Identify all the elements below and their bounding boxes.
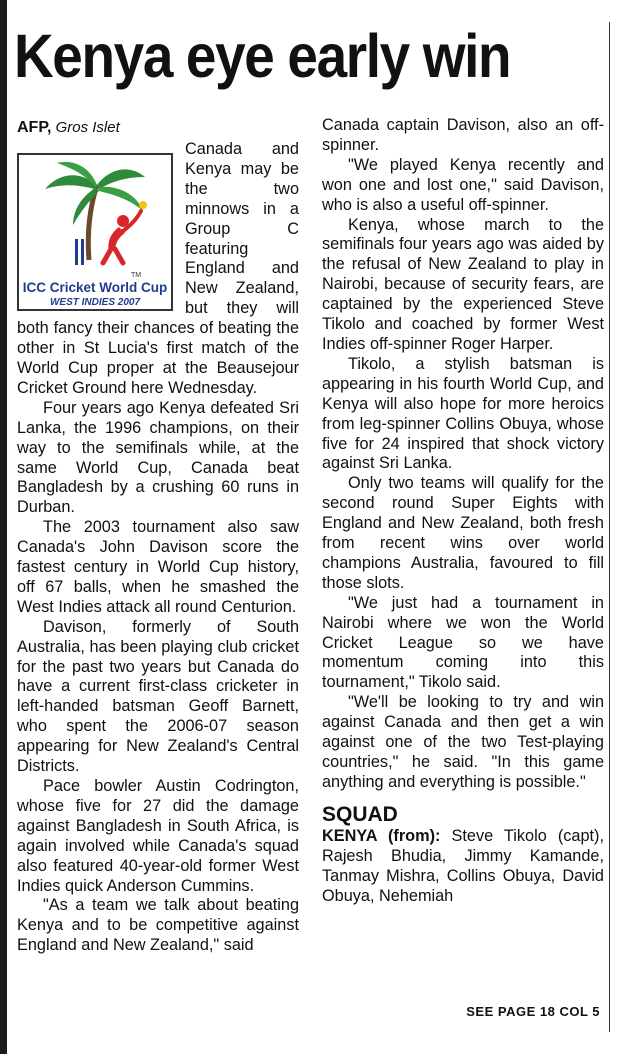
- paragraph: "We played Kenya recently and won one and lost one," said Davison, who is also a useful off-spinner.: [322, 155, 604, 214]
- paragraph: Tikolo, a stylish batsman is appearing in his fourth World Cup, and Kenya will also hope for more heroics from leg-spinner Collins Obuya, whose five for 24 inspired that shock victory against Sri Lanka.: [322, 354, 604, 473]
- palm-leaf-shape: [73, 187, 99, 225]
- logo-tm: TM: [131, 272, 142, 279]
- continuation-link[interactable]: SEE PAGE 18 COL 5: [466, 1004, 600, 1019]
- paragraph: "We'll be looking to try and win against Canada and then get a win against one of the two Test-playing countries," he said. "In this game anything and everything is possible.": [322, 693, 604, 791]
- paragraph: Only two teams will qualify for the second round Super Eights with England and New Zealand, both fresh from recent wins over world champions Australia, favoured to fill those slots.: [322, 474, 604, 592]
- paragraph: Davison, formerly of South Australia, has been playing club cricket for the past two years but Canada do have a current first-class cricketer in left-handed batsman Geoff Barnett, who spent the 2006-07 season appearing for New Zealand's Central Districts.: [17, 617, 299, 776]
- paragraph: The 2003 tournament also saw Canada's John Davison score the fastest century in World Cup history, off 67 balls, when he smashed the West Indies attack all round Centurion.: [17, 518, 299, 616]
- player-legs-shape: [103, 249, 123, 263]
- byline-place: Gros Islet: [55, 119, 120, 136]
- palm-leaf-shape: [97, 169, 145, 189]
- paragraph: Canada and Kenya may be the two minnows in a Group C featuring England and New Zealand, but they will both fancy their chances of beating the other in St Lucia's first match of the World Cup proper at the Beausejour Cricket Ground here Wednesday.: [17, 140, 299, 397]
- byline: [17, 116, 299, 140]
- squad-label: KENYA (from):: [322, 826, 441, 845]
- headline: Kenya eye early win: [14, 22, 511, 90]
- stump-shape: [81, 239, 84, 265]
- paragraph: "We just had a tournament in Nairobi where we won the World Cricket League so we have momentum coming into this tournament," Tikolo said.: [322, 593, 604, 692]
- paragraph: Pace bowler Austin Codrington, whose five for 27 did the damage against Bangladesh in South Africa, is again involved while Canada's squad also featured 40-year-old former West Indies quick Anderson Cummins.: [17, 777, 299, 895]
- ball-shape: [139, 201, 147, 209]
- paragraph: Canada captain Davison, also an off-spinner.: [322, 116, 604, 154]
- article-column-2: [322, 116, 604, 906]
- paragraph: Kenya, whose march to the semifinals four years ago was aided by the refusal of New Zealand to play in Nairobi, because of security fears, are captained by the experienced Steve Tikolo and coached by former West Indies off-spinner Roger Harper.: [322, 215, 604, 353]
- logo-subtitle: WEST INDIES 2007: [49, 297, 141, 308]
- byline-agency: AFP,: [17, 119, 52, 136]
- world-cup-logo-graphic: [19, 155, 171, 309]
- squad-players: Steve Tikolo (capt), Rajesh Bhudia, Jimmy Kamande, Tanmay Mishra, Collins Obuya, David Obuya, Nehemiah: [322, 826, 604, 905]
- world-cup-logo: [17, 153, 173, 311]
- squad-heading: SQUAD: [322, 802, 398, 826]
- logo-title: ICC Cricket World Cup: [22, 280, 168, 295]
- left-column-rule: [0, 0, 7, 1054]
- palm-leaf-shape: [99, 187, 143, 211]
- stump-shape: [75, 239, 78, 265]
- right-column-rule: [609, 22, 610, 1032]
- squad-list: [322, 827, 604, 907]
- article-column-1: [17, 116, 299, 956]
- paragraph: "As a team we talk about beating Kenya and to be competitive against England and New Zealand," said: [17, 896, 299, 955]
- paragraph: Four years ago Kenya defeated Sri Lanka, the 1996 champions, on their way to the semifinals while, at the same World Cup, Canada beat Bangladesh by a crushing 60 runs in Durban.: [17, 398, 299, 517]
